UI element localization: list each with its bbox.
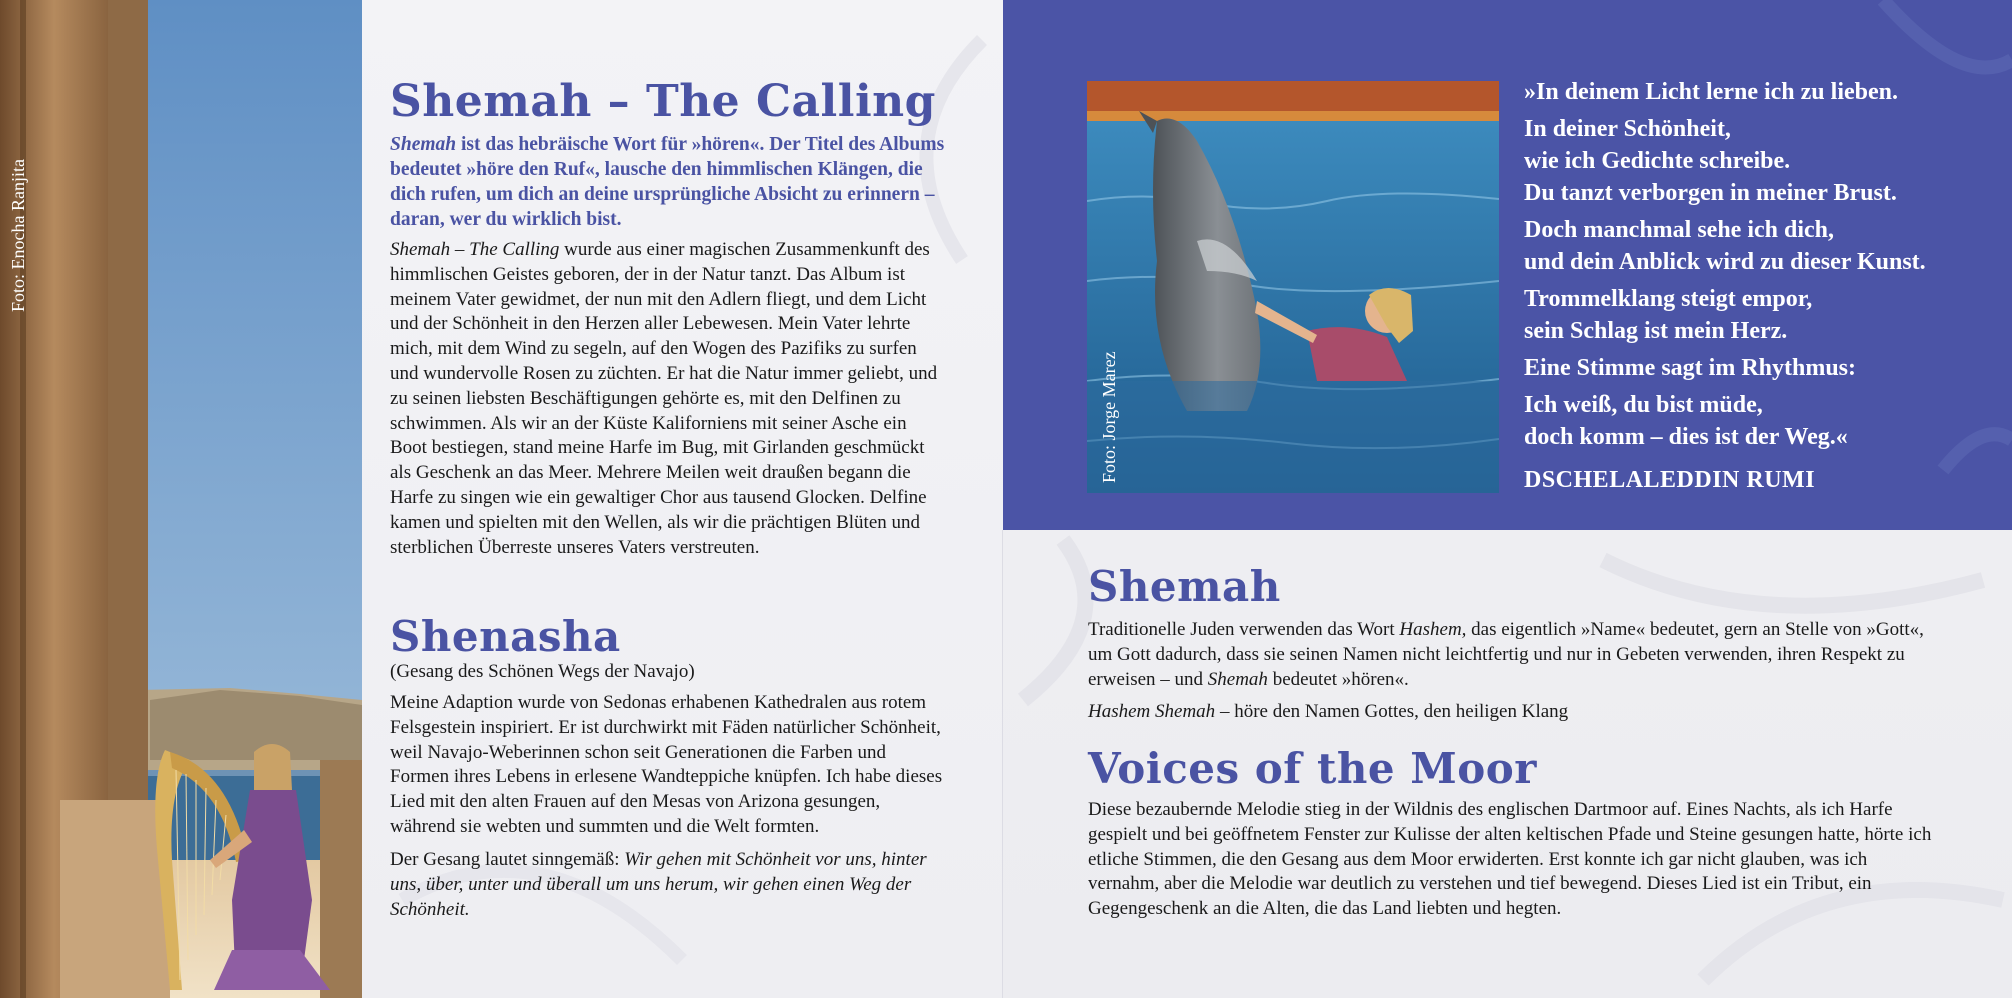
hashem-shemah-line <box>1088 700 1938 725</box>
poem-stanza <box>1524 113 1994 209</box>
calling-body <box>390 238 946 560</box>
shemah-text: bedeutet »hören«. <box>1267 668 1409 690</box>
chant-prefix: Der Gesang lautet sinngemäß: <box>390 849 625 870</box>
page-divider <box>1002 530 1003 998</box>
poem-line: »In deinem Licht lerne ich zu lieben. <box>1524 79 1898 105</box>
hashem-shemah-emphasis: Hashem Shemah <box>1088 701 1216 722</box>
shenasha-subtitle: (Gesang des Schönen Wegs der Navajo) <box>390 661 695 682</box>
title-shemah: Shemah <box>1088 562 1281 611</box>
calling-body-emphasis: Shemah – The Calling <box>390 239 560 260</box>
harpist-photo-graphic <box>0 0 362 998</box>
calling-body-text: wurde aus einer magischen Zusammenkunft des himmlischen Geistes geboren, der in der Natur tanzt. Das Album ist meinem Vater gewidmet, der nun mit den Adlern fliegt, und dem Licht und der Schönheit in den Herzen aller Lebewesen. Mein Vater lehrte mich, mit dem Wind zu segeln, auf den Wogen des Pazifiks zu surfen und wundervolle Rosen zu züchten. Er hat die Natur immer geliebt, und zu seinen liebsten Beschäftigungen gehörte es, mit den Delfinen zu schwimmen. Als wir an der Küste Kaliforniens mit seiner Asche ein Boot bestiegen, stand meine Harfe im Bug, mit Girlanden geschmückt als Geschenk an das Meer. Mehrere Meilen weit draußen begann die Harfe zu singen wie ein gewaltiger Chor aus tausend Glocken. Delfine kamen und spielten mit den Wellen, als wir die prächtigen Blüten und sterblichen Überreste unseres Vaters verstreuten. <box>390 239 938 558</box>
poem-line: doch komm – dies ist der Weg.« <box>1524 424 1848 450</box>
poem-line: Trommelklang steigt empor, <box>1524 286 1813 312</box>
poem-stanza <box>1524 389 1994 453</box>
shemah-text: Traditionelle Juden verwenden das Wort <box>1088 619 1400 640</box>
poem-line: wie ich Gedichte schreibe. <box>1524 148 1791 174</box>
photo-credit-left: Foto: Enocha Ranjita <box>8 159 28 312</box>
lead-emphasis: Shemah <box>390 134 457 155</box>
lead-paragraph <box>390 132 950 232</box>
shenasha-body: Meine Adaption wurde von Sedonas erhabenen Kathedralen aus rotem Felsgestein inspiriert. Er ist durchwirkt mit Fäden natürlicher Schönheit, weil Navajo-Weberinnen schon seit Generationen die Farben und Formen ihres Lebens in erlesene Wandteppiche knüpfen. Ich habe dieses Lied mit den alten Frauen auf den Mesas von Arizona gesungen, während sie webten und summten und die Welt formten. <box>390 692 943 837</box>
poem-stanza <box>1524 352 1994 384</box>
poem-stanza <box>1524 283 1994 347</box>
harpist-photo <box>0 0 362 998</box>
moor-body: Diese bezaubernde Melodie stieg in der Wildnis des englischen Dartmoor auf. Eines Nachts, als ich Harfe gespielt und bei geöffnetem Fenster zur Kulisse der alten keltischen Pfade und Steine gesungen hatte, hörte ich etliche Stimmen, die den Gesang aus dem Moor erwiderten. Erst konnte ich gar nicht glauben, was ich vernahm, aber die Melodie war deutlich zu verstehen und tief bewegend. Dieses Lied ist ein Tribut, ein Gegengeschenk an die Alten, die das Land liebten und hegten. <box>1088 799 1932 920</box>
poem-stanza <box>1524 76 1994 108</box>
shemah-text: das eigentlich »Name« bedeutet, gern an Stelle von »Gott«, um Gott dadurch, dass sie seinen Namen nicht leichtfertig und nur in Gebeten verwenden, ihren Respekt zu erweisen – und <box>1088 619 1924 690</box>
poem-line: sein Schlag ist mein Herz. <box>1524 318 1788 344</box>
chant-text: Wir gehen mit Schönheit vor uns, hinter uns, über, unter und überall um uns herum, wir gehen einen Weg der Schönheit. <box>390 849 927 920</box>
title-shenasha: Shenasha <box>390 612 621 661</box>
poem-line: Eine Stimme sagt im Rhythmus: <box>1524 355 1857 381</box>
hashem-emphasis: Hashem, <box>1399 619 1467 640</box>
shemah-emphasis: Shemah <box>1207 668 1268 690</box>
hashem-shemah-text: – höre den Namen Gottes, den heiligen Klang <box>1215 701 1569 722</box>
poem-line: und dein Anblick wird zu dieser Kunst. <box>1524 249 1926 275</box>
rumi-poem <box>1524 76 1994 458</box>
title-shemah-the-calling: Shemah – The Calling <box>390 76 936 127</box>
dolphin-photo-graphic <box>1087 81 1499 493</box>
shemah-paragraph <box>1088 618 1938 692</box>
poem-author: DSCHELALEDDIN RUMI <box>1524 467 1816 493</box>
poem-line: Ich weiß, du bist müde, <box>1524 392 1763 418</box>
poem-line: Du tanzt verborgen in meiner Brust. <box>1524 180 1897 206</box>
poem-line: Doch manchmal sehe ich dich, <box>1524 217 1835 243</box>
dolphin-photo <box>1087 81 1499 493</box>
shenasha-chant <box>390 848 946 922</box>
photo-credit-dolphin: Foto: Jorge Marez <box>1099 351 1119 483</box>
poem-line: In deiner Schönheit, <box>1524 116 1731 142</box>
poem-stanza <box>1524 214 1994 278</box>
lead-text: ist das hebräische Wort für »hören«. Der Titel des Albums bedeutet »höre den Ruf«, lausche den himmlischen Klängen, die dich rufen, um dich an deine ursprüngliche Absicht zu erinnern – daran, wer du wirklich bist. <box>390 134 945 230</box>
title-voices-of-the-moor: Voices of the Moor <box>1088 744 1537 793</box>
